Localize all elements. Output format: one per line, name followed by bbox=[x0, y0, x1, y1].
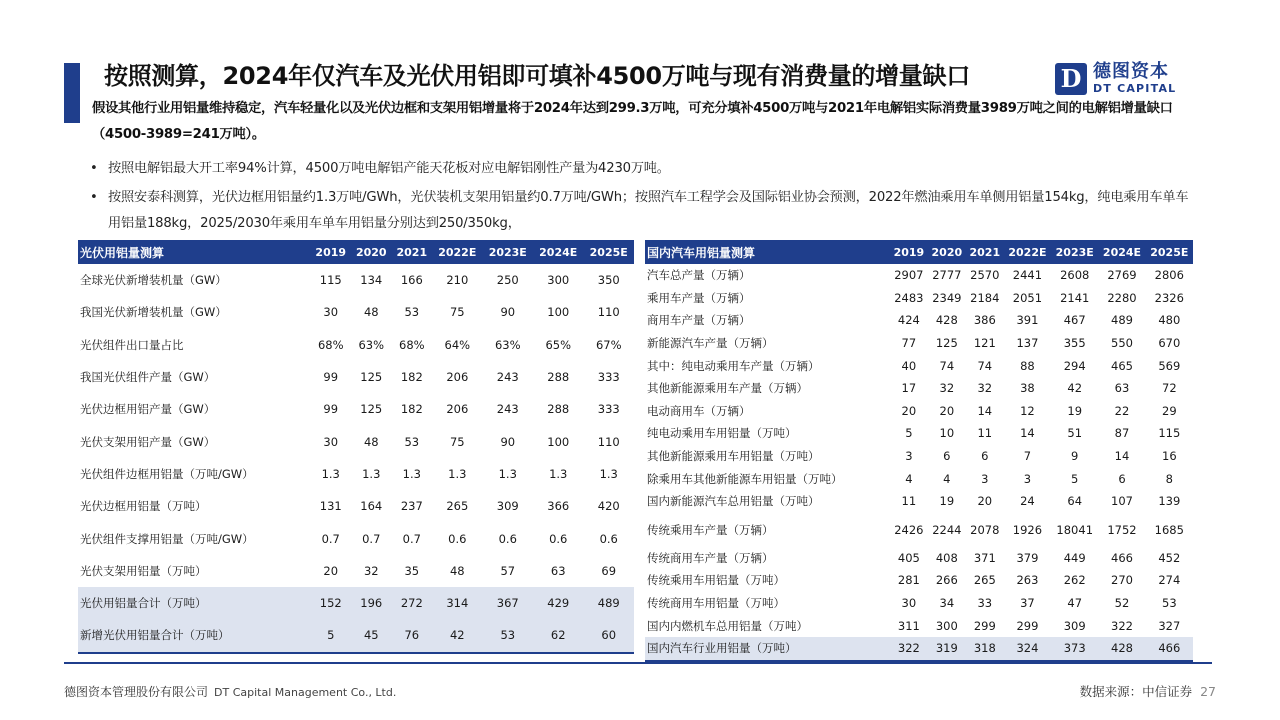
year-header-cell: 2024E bbox=[1098, 240, 1145, 264]
table-title-cell: 国内汽车用铝量测算 bbox=[645, 240, 890, 264]
value-cell: 550 bbox=[1111, 336, 1133, 351]
logo-d-icon: D bbox=[1055, 63, 1087, 95]
value-cell: 14 bbox=[977, 403, 993, 418]
value-cell: 1.3 bbox=[448, 466, 467, 481]
value-cell: 670 bbox=[1158, 336, 1181, 351]
table-row bbox=[78, 522, 634, 554]
value-cell: 7 bbox=[1023, 449, 1032, 464]
title-accent-bar bbox=[64, 63, 80, 123]
value-cell: 367 bbox=[483, 587, 533, 619]
value-cell: 9 bbox=[1071, 449, 1079, 464]
value-cell: 366 bbox=[547, 499, 570, 514]
value-cell: 2078 bbox=[970, 522, 1000, 537]
value-cell: 6 bbox=[943, 449, 951, 464]
value-cell: 99 bbox=[323, 370, 339, 385]
row-label-cell: 光伏支架用铝产量（GW） bbox=[80, 434, 216, 449]
value-cell: 428 bbox=[935, 313, 958, 328]
value-cell: 14 bbox=[1114, 449, 1130, 464]
table-row bbox=[645, 332, 1193, 355]
value-cell: 452 bbox=[1158, 550, 1181, 565]
value-cell: 139 bbox=[1158, 494, 1181, 509]
row-label-cell: 国内新能源汽车总用铝量（万吨） bbox=[647, 494, 820, 509]
value-cell: 5 bbox=[1071, 471, 1079, 486]
value-cell: 4 bbox=[943, 471, 951, 486]
value-cell: 0.6 bbox=[549, 531, 568, 546]
value-cell: 408 bbox=[935, 550, 958, 565]
row-label-cell: 其他新能源乘用车用铝量（万吨） bbox=[647, 449, 820, 464]
value-cell: 42 bbox=[432, 619, 482, 652]
row-label-cell: 光伏边框用铝量（万吨） bbox=[80, 499, 207, 514]
table-row bbox=[645, 490, 1193, 513]
value-cell: 2806 bbox=[1154, 268, 1184, 283]
table-header-row bbox=[78, 240, 634, 264]
row-label-cell: 传统商用车用铝量（万吨） bbox=[647, 596, 785, 611]
value-cell: 3 bbox=[981, 471, 989, 486]
value-cell: 53 bbox=[404, 305, 420, 320]
value-cell: 250 bbox=[496, 273, 519, 288]
value-cell: 48 bbox=[363, 305, 379, 320]
value-cell: 12 bbox=[1020, 403, 1035, 418]
value-cell: 243 bbox=[496, 370, 519, 385]
value-cell: 2441 bbox=[1012, 268, 1043, 283]
value-cell: 1.3 bbox=[498, 466, 517, 481]
value-cell: 107 bbox=[1111, 494, 1133, 509]
table-row bbox=[645, 287, 1193, 310]
value-cell: 300 bbox=[935, 618, 958, 633]
value-cell: 333 bbox=[597, 402, 620, 417]
value-cell: 166 bbox=[400, 273, 423, 288]
value-cell: 47 bbox=[1067, 596, 1083, 611]
value-cell: 74 bbox=[939, 358, 955, 373]
value-cell: 466 bbox=[1111, 550, 1133, 565]
value-cell: 60 bbox=[583, 619, 634, 652]
value-cell: 24 bbox=[1020, 494, 1035, 509]
value-cell: 243 bbox=[496, 402, 519, 417]
value-cell: 0.6 bbox=[599, 531, 618, 546]
table-header-row bbox=[645, 240, 1193, 264]
value-cell: 10 bbox=[939, 426, 955, 441]
value-cell: 0.6 bbox=[448, 531, 467, 546]
value-cell: 299 bbox=[1016, 618, 1039, 633]
value-cell: 48 bbox=[363, 434, 379, 449]
value-cell: 2184 bbox=[970, 290, 1000, 305]
value-cell: 1926 bbox=[1012, 522, 1043, 537]
year-header-cell: 2025E bbox=[583, 240, 634, 264]
value-cell: 77 bbox=[901, 336, 917, 351]
table-row bbox=[645, 614, 1193, 637]
value-cell: 1.3 bbox=[599, 466, 618, 481]
value-cell: 34 bbox=[939, 596, 955, 611]
value-cell: 125 bbox=[360, 370, 383, 385]
value-cell: 0.6 bbox=[498, 531, 517, 546]
value-cell: 2326 bbox=[1154, 290, 1184, 305]
value-cell: 274 bbox=[1158, 573, 1181, 588]
table-row bbox=[78, 555, 634, 587]
value-cell: 134 bbox=[360, 273, 383, 288]
value-cell: 35 bbox=[404, 563, 420, 578]
value-cell: 489 bbox=[583, 587, 634, 619]
value-cell: 42 bbox=[1067, 381, 1083, 396]
year-header-cell: 2022E bbox=[432, 240, 482, 264]
value-cell: 65% bbox=[545, 337, 572, 352]
value-cell: 4 bbox=[905, 471, 913, 486]
row-label-cell: 传统乘用车用铝量（万吨） bbox=[647, 573, 785, 588]
value-cell: 265 bbox=[446, 499, 469, 514]
pv-aluminum-table bbox=[78, 240, 634, 654]
value-cell: 210 bbox=[446, 273, 469, 288]
value-cell: 48 bbox=[449, 563, 465, 578]
table-row bbox=[78, 296, 634, 328]
value-cell: 125 bbox=[360, 402, 383, 417]
value-cell: 480 bbox=[1158, 313, 1181, 328]
value-cell: 2051 bbox=[1012, 290, 1043, 305]
value-cell: 322 bbox=[890, 637, 928, 661]
table-row bbox=[78, 361, 634, 393]
value-cell: 64 bbox=[1067, 494, 1083, 509]
table-row bbox=[645, 264, 1193, 287]
row-label-cell: 新能源汽车产量（万辆） bbox=[647, 336, 774, 351]
row-label-cell: 新增光伏用铝量合计（万吨） bbox=[78, 619, 310, 652]
value-cell: 309 bbox=[1063, 618, 1086, 633]
value-cell: 263 bbox=[1016, 573, 1039, 588]
row-label-cell: 国内内燃机车总用铝量（万吨） bbox=[647, 618, 808, 633]
value-cell: 30 bbox=[323, 434, 339, 449]
value-cell: 99 bbox=[323, 402, 339, 417]
value-cell: 1.3 bbox=[549, 466, 568, 481]
value-cell: 314 bbox=[432, 587, 482, 619]
value-cell: 288 bbox=[547, 402, 570, 417]
value-cell: 2570 bbox=[970, 268, 1000, 283]
value-cell: 100 bbox=[547, 305, 570, 320]
value-cell: 68% bbox=[317, 337, 344, 352]
value-cell: 324 bbox=[1004, 637, 1051, 661]
value-cell: 8 bbox=[1165, 471, 1173, 486]
value-cell: 63% bbox=[494, 337, 521, 352]
value-cell: 2426 bbox=[894, 522, 924, 537]
company-logo bbox=[1055, 62, 1176, 95]
value-cell: 237 bbox=[400, 499, 423, 514]
value-cell: 11 bbox=[977, 426, 993, 441]
value-cell: 33 bbox=[977, 596, 993, 611]
value-cell: 2349 bbox=[932, 290, 962, 305]
value-cell: 327 bbox=[1158, 618, 1181, 633]
logo-name-cn: 德图资本 bbox=[1093, 61, 1169, 82]
value-cell: 182 bbox=[400, 370, 423, 385]
footer-company bbox=[64, 683, 396, 700]
value-cell: 88 bbox=[1020, 358, 1035, 373]
table-row bbox=[645, 309, 1193, 332]
table-row bbox=[78, 458, 634, 490]
table-row bbox=[645, 377, 1193, 400]
auto-aluminum-table bbox=[645, 240, 1193, 662]
table-row bbox=[645, 637, 1193, 661]
intro-paragraph: 假设其他行业用铝量维持稳定，汽车轻量化以及光伏边框和支架用铝增量将于2024年达到299.3万吨，可充分填补4500万吨与2021年电解铝实际消费量3989万吨之间的电解铝增量缺口（4500-3989=241万吨）。 bbox=[92, 101, 1173, 142]
table-row bbox=[645, 569, 1193, 592]
row-label-cell: 光伏边框用铝产量（GW） bbox=[80, 402, 216, 417]
value-cell: 68% bbox=[399, 337, 425, 352]
value-cell: 121 bbox=[973, 336, 996, 351]
value-cell: 333 bbox=[597, 370, 620, 385]
value-cell: 0.7 bbox=[362, 531, 381, 546]
value-cell: 63 bbox=[1114, 381, 1130, 396]
row-label-cell: 乘用车产量（万辆） bbox=[647, 290, 751, 305]
value-cell: 64% bbox=[444, 337, 471, 352]
value-cell: 2608 bbox=[1060, 268, 1090, 283]
value-cell: 449 bbox=[1063, 550, 1086, 565]
table-row bbox=[645, 445, 1193, 468]
value-cell: 350 bbox=[597, 273, 620, 288]
value-cell: 131 bbox=[319, 499, 342, 514]
value-cell: 2769 bbox=[1107, 268, 1137, 283]
row-label-cell: 传统乘用车产量（万辆） bbox=[647, 522, 774, 537]
value-cell: 90 bbox=[500, 305, 516, 320]
value-cell: 379 bbox=[1016, 550, 1039, 565]
table-row bbox=[645, 467, 1193, 490]
row-label-cell: 其他新能源乘用车产量（万辆） bbox=[647, 381, 808, 396]
value-cell: 125 bbox=[935, 336, 958, 351]
value-cell: 90 bbox=[500, 434, 516, 449]
value-cell: 52 bbox=[1114, 596, 1130, 611]
value-cell: 2907 bbox=[894, 268, 924, 283]
value-cell: 0.7 bbox=[402, 531, 421, 546]
value-cell: 281 bbox=[897, 573, 920, 588]
value-cell: 2244 bbox=[932, 522, 962, 537]
value-cell: 182 bbox=[400, 402, 423, 417]
value-cell: 0.7 bbox=[321, 531, 340, 546]
value-cell: 2141 bbox=[1060, 290, 1090, 305]
value-cell: 32 bbox=[939, 381, 955, 396]
value-cell: 16 bbox=[1162, 449, 1177, 464]
row-label-cell: 光伏组件出口量占比 bbox=[80, 337, 184, 352]
value-cell: 1685 bbox=[1154, 522, 1184, 537]
value-cell: 29 bbox=[1162, 403, 1177, 418]
value-cell: 1752 bbox=[1107, 522, 1137, 537]
year-header-cell: 2023E bbox=[1051, 240, 1098, 264]
value-cell: 2483 bbox=[894, 290, 924, 305]
value-cell: 87 bbox=[1114, 426, 1130, 441]
bullet-list bbox=[90, 156, 1200, 240]
value-cell: 299 bbox=[973, 618, 996, 633]
logo-name-en: DT CAPITAL bbox=[1093, 82, 1177, 95]
value-cell: 428 bbox=[1098, 637, 1145, 661]
table-row bbox=[78, 490, 634, 522]
value-cell: 53 bbox=[1162, 596, 1177, 611]
value-cell: 115 bbox=[319, 273, 342, 288]
value-cell: 20 bbox=[323, 563, 339, 578]
value-cell: 319 bbox=[928, 637, 966, 661]
value-cell: 371 bbox=[973, 550, 996, 565]
value-cell: 270 bbox=[1111, 573, 1133, 588]
value-cell: 32 bbox=[977, 381, 993, 396]
value-cell: 311 bbox=[897, 618, 920, 633]
table-title-cell: 光伏用铝量测算 bbox=[78, 240, 310, 264]
bullet-item: • 按照安泰科测算，光伏边框用铝量约1.3万吨/GWh，光伏装机支架用铝量约0.7万吨/GWh；按照汽车工程学会及国际铝业协会预测，2022年燃油乘用车单侧用铝量154kg，纯电乘用车单车用铝量188kg，2025/2030年乘用车单车用铝量分别达到250/350kg， bbox=[90, 185, 1200, 237]
value-cell: 69 bbox=[601, 563, 617, 578]
value-cell: 37 bbox=[1020, 596, 1035, 611]
value-cell: 20 bbox=[901, 403, 917, 418]
table-row bbox=[645, 400, 1193, 423]
value-cell: 1.3 bbox=[402, 466, 421, 481]
page-title: 按照测算，2024年仅汽车及光伏用铝即可填补4500万吨与现有消费量的增量缺口 bbox=[104, 62, 970, 90]
footer-source bbox=[1080, 682, 1216, 700]
company-name-en: DT Capital Management Co., Ltd. bbox=[214, 686, 397, 699]
year-header-cell: 2023E bbox=[483, 240, 533, 264]
value-cell: 467 bbox=[1063, 313, 1086, 328]
table-row bbox=[645, 547, 1193, 570]
value-cell: 74 bbox=[977, 358, 993, 373]
company-name-cn: 德图资本管理股份有限公司 bbox=[64, 685, 209, 699]
value-cell: 2280 bbox=[1107, 290, 1137, 305]
row-label-cell: 其中：纯电动乘用车产量（万辆） bbox=[647, 358, 820, 373]
bullet-item: • 按照电解铝最大开工率94%计算，4500万吨电解铝产能天花板对应电解铝刚性产量为4230万吨。 bbox=[90, 156, 1200, 182]
value-cell: 322 bbox=[1111, 618, 1133, 633]
value-cell: 1.3 bbox=[362, 466, 381, 481]
value-cell: 196 bbox=[351, 587, 392, 619]
value-cell: 6 bbox=[981, 449, 989, 464]
value-cell: 19 bbox=[1067, 403, 1083, 418]
value-cell: 63% bbox=[358, 337, 385, 352]
row-label-cell: 我国光伏新增装机量（GW） bbox=[80, 305, 227, 320]
value-cell: 20 bbox=[939, 403, 955, 418]
value-cell: 11 bbox=[901, 494, 917, 509]
value-cell: 300 bbox=[547, 273, 570, 288]
value-cell: 53 bbox=[404, 434, 420, 449]
value-cell: 30 bbox=[323, 305, 339, 320]
value-cell: 53 bbox=[483, 619, 533, 652]
value-cell: 30 bbox=[901, 596, 917, 611]
year-header-cell: 2022E bbox=[1004, 240, 1051, 264]
value-cell: 75 bbox=[449, 434, 465, 449]
value-cell: 288 bbox=[547, 370, 570, 385]
table-row bbox=[645, 513, 1193, 547]
value-cell: 17 bbox=[901, 381, 917, 396]
value-cell: 22 bbox=[1114, 403, 1130, 418]
year-header-cell: 2020 bbox=[351, 240, 392, 264]
value-cell: 1.3 bbox=[321, 466, 340, 481]
value-cell: 424 bbox=[897, 313, 920, 328]
value-cell: 57 bbox=[500, 563, 516, 578]
row-label-cell: 全球光伏新增装机量（GW） bbox=[80, 273, 227, 288]
value-cell: 67% bbox=[595, 337, 622, 352]
value-cell: 373 bbox=[1051, 637, 1098, 661]
value-cell: 5 bbox=[905, 426, 913, 441]
value-cell: 38 bbox=[1020, 381, 1035, 396]
value-cell: 5 bbox=[310, 619, 351, 652]
row-label-cell: 光伏组件支撑用铝量（万吨/GW） bbox=[80, 531, 254, 546]
row-label-cell: 传统商用车产量（万辆） bbox=[647, 550, 774, 565]
row-label-cell: 除乘用车其他新能源车用铝量（万吨） bbox=[647, 471, 843, 486]
value-cell: 206 bbox=[446, 370, 469, 385]
table-row bbox=[78, 329, 634, 361]
value-cell: 2777 bbox=[932, 268, 962, 283]
value-cell: 51 bbox=[1067, 426, 1083, 441]
value-cell: 420 bbox=[597, 499, 620, 514]
value-cell: 75 bbox=[449, 305, 465, 320]
value-cell: 405 bbox=[897, 550, 920, 565]
value-cell: 137 bbox=[1016, 336, 1039, 351]
year-header-cell: 2025E bbox=[1146, 240, 1193, 264]
table-row bbox=[645, 354, 1193, 377]
value-cell: 3 bbox=[905, 449, 913, 464]
value-cell: 20 bbox=[977, 494, 993, 509]
table-row bbox=[645, 592, 1193, 615]
value-cell: 355 bbox=[1063, 336, 1086, 351]
year-header-cell: 2021 bbox=[392, 240, 433, 264]
row-label-cell: 光伏组件边框用铝量（万吨/GW） bbox=[80, 466, 254, 481]
page-number: 27 bbox=[1200, 684, 1216, 699]
value-cell: 391 bbox=[1016, 313, 1039, 328]
value-cell: 40 bbox=[901, 358, 917, 373]
row-label-cell: 光伏用铝量合计（万吨） bbox=[78, 587, 310, 619]
row-label-cell: 光伏支架用铝量（万吨） bbox=[80, 563, 207, 578]
value-cell: 76 bbox=[392, 619, 433, 652]
row-label-cell: 电动商用车（万辆） bbox=[647, 403, 751, 418]
row-label-cell: 我国光伏组件产量（GW） bbox=[80, 370, 216, 385]
value-cell: 309 bbox=[496, 499, 519, 514]
value-cell: 110 bbox=[597, 434, 620, 449]
value-cell: 206 bbox=[446, 402, 469, 417]
value-cell: 294 bbox=[1063, 358, 1086, 373]
value-cell: 152 bbox=[310, 587, 351, 619]
value-cell: 45 bbox=[351, 619, 392, 652]
value-cell: 115 bbox=[1158, 426, 1181, 441]
value-cell: 100 bbox=[547, 434, 570, 449]
value-cell: 164 bbox=[360, 499, 383, 514]
value-cell: 63 bbox=[550, 563, 566, 578]
value-cell: 3 bbox=[1023, 471, 1032, 486]
value-cell: 32 bbox=[363, 563, 379, 578]
value-cell: 266 bbox=[935, 573, 958, 588]
year-header-cell: 2024E bbox=[533, 240, 583, 264]
value-cell: 110 bbox=[597, 305, 620, 320]
value-cell: 18041 bbox=[1056, 522, 1094, 537]
row-label-cell: 纯电动乘用车用铝量（万吨） bbox=[647, 426, 797, 441]
year-header-cell: 2019 bbox=[890, 240, 928, 264]
value-cell: 386 bbox=[973, 313, 996, 328]
value-cell: 465 bbox=[1111, 358, 1133, 373]
value-cell: 14 bbox=[1020, 426, 1035, 441]
table-row bbox=[78, 393, 634, 425]
table-row bbox=[78, 587, 634, 619]
row-label-cell: 汽车总产量（万辆） bbox=[647, 268, 751, 283]
value-cell: 62 bbox=[533, 619, 583, 652]
table-row bbox=[78, 264, 634, 296]
value-cell: 466 bbox=[1146, 637, 1193, 661]
value-cell: 265 bbox=[973, 573, 996, 588]
value-cell: 72 bbox=[1162, 381, 1177, 396]
table-row bbox=[645, 422, 1193, 445]
value-cell: 429 bbox=[533, 587, 583, 619]
value-cell: 318 bbox=[966, 637, 1004, 661]
value-cell: 489 bbox=[1111, 313, 1133, 328]
value-cell: 19 bbox=[939, 494, 955, 509]
year-header-cell: 2020 bbox=[928, 240, 966, 264]
footer-divider bbox=[64, 662, 1212, 664]
row-label-cell: 国内汽车行业用铝量（万吨） bbox=[645, 637, 890, 661]
row-label-cell: 商用车产量（万辆） bbox=[647, 313, 751, 328]
year-header-cell: 2019 bbox=[310, 240, 351, 264]
value-cell: 6 bbox=[1118, 471, 1126, 486]
value-cell: 569 bbox=[1158, 358, 1181, 373]
value-cell: 272 bbox=[392, 587, 433, 619]
value-cell: 262 bbox=[1063, 573, 1086, 588]
year-header-cell: 2021 bbox=[966, 240, 1004, 264]
table-row bbox=[78, 619, 634, 652]
table-row bbox=[78, 425, 634, 457]
data-source: 数据来源：中信证券 bbox=[1079, 684, 1193, 699]
